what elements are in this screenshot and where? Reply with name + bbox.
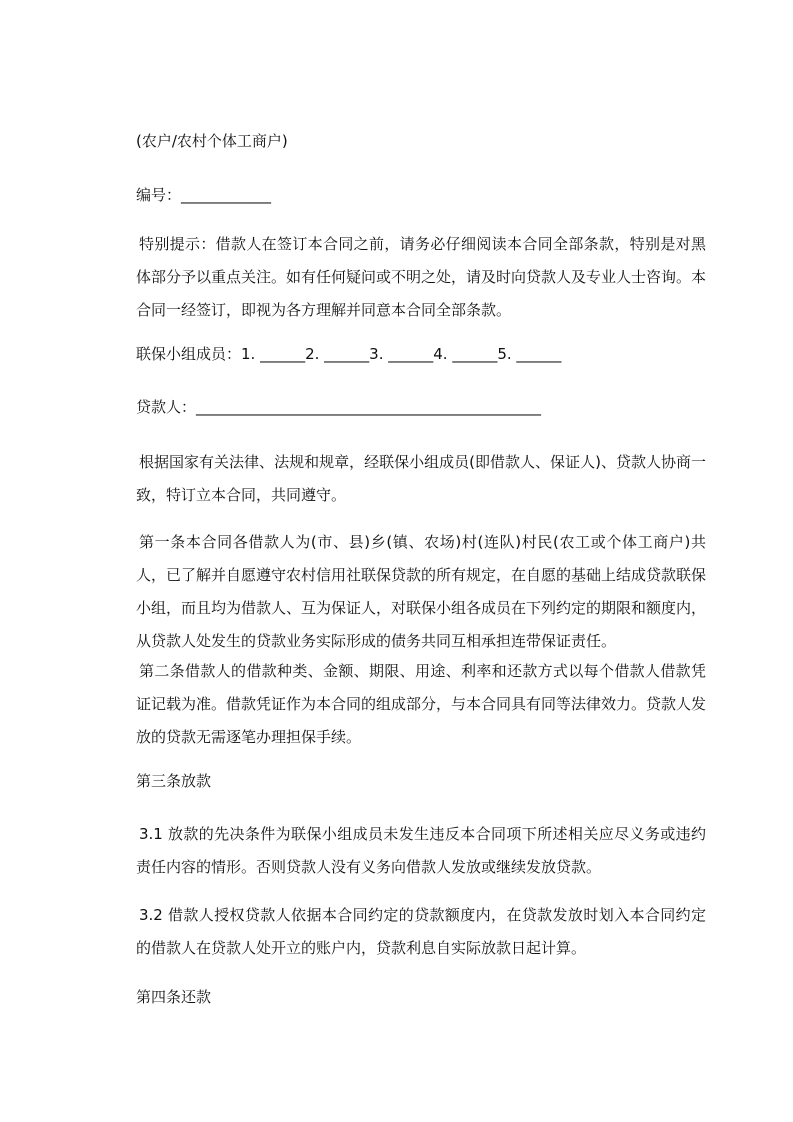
guarantee-group-members-line: 联保小组成员：1. ______2. ______3. ______4. ______5. ______ bbox=[136, 345, 562, 363]
special-notice-paragraph: 特别提示：借款人在签订本合同之前，请务必仔细阅读本合同全部条款，特别是对黑体部分予以重点关注。如有任何疑问或不明之处，请及时向贷款人及专业人士咨询。本合同一经签订，即视为各方理解并同意本合同全部条款。 bbox=[136, 235, 707, 319]
clause-3-2-paragraph: 3.2 借款人授权贷款人依据本合同约定的贷款额度内，在贷款发放时划入本合同约定的借款人在贷款人处开立的账户内，贷款利息自实际放款日起计算。 bbox=[136, 906, 706, 957]
preamble-paragraph: 根据国家有关法律、法规和规章，经联保小组成员(即借款人、保证人)、贷款人协商一致，特订立本合同，共同遵守。 bbox=[136, 453, 706, 504]
contract-number-line: 编号：____________ bbox=[136, 186, 272, 204]
clause-3-1-paragraph: 3.1 放款的先决条件为联保小组成员未发生违反本合同项下所述相关应尽义务或违约责任内容的情形。否则贷款人没有义务向借款人发放或继续发放贷款。 bbox=[136, 825, 706, 876]
article-3-title: 第三条放款 bbox=[136, 772, 212, 790]
article-2-paragraph: 第二条借款人的借款种类、金额、期限、用途、利率和还款方式以每个借款人借款凭证记载为准。借款凭证作为本合同的组成部分，与本合同具有同等法律效力。贷款人发放的贷款无需逐笔办理担保手续。 bbox=[136, 662, 707, 746]
document-subtitle: (农户/农村个体工商户) bbox=[136, 132, 288, 150]
article-1-paragraph: 第一条本合同各借款人为(市、县)乡(镇、农场)村(连队)村民(农工或个体工商户)共人，已了解并自愿遵守农村信用社联保贷款的所有规定，在自愿的基础上结成贷款联保小组，而且均为借款人、互为保证人，对联保小组各成员在下列约定的期限和额度内，从贷款人处发生的贷款业务实际形成的债务共同互相承担连带保证责任。 bbox=[136, 533, 707, 650]
article-4-title: 第四条还款 bbox=[136, 988, 212, 1006]
lender-line: 贷款人：______________________________________________ bbox=[136, 398, 542, 416]
